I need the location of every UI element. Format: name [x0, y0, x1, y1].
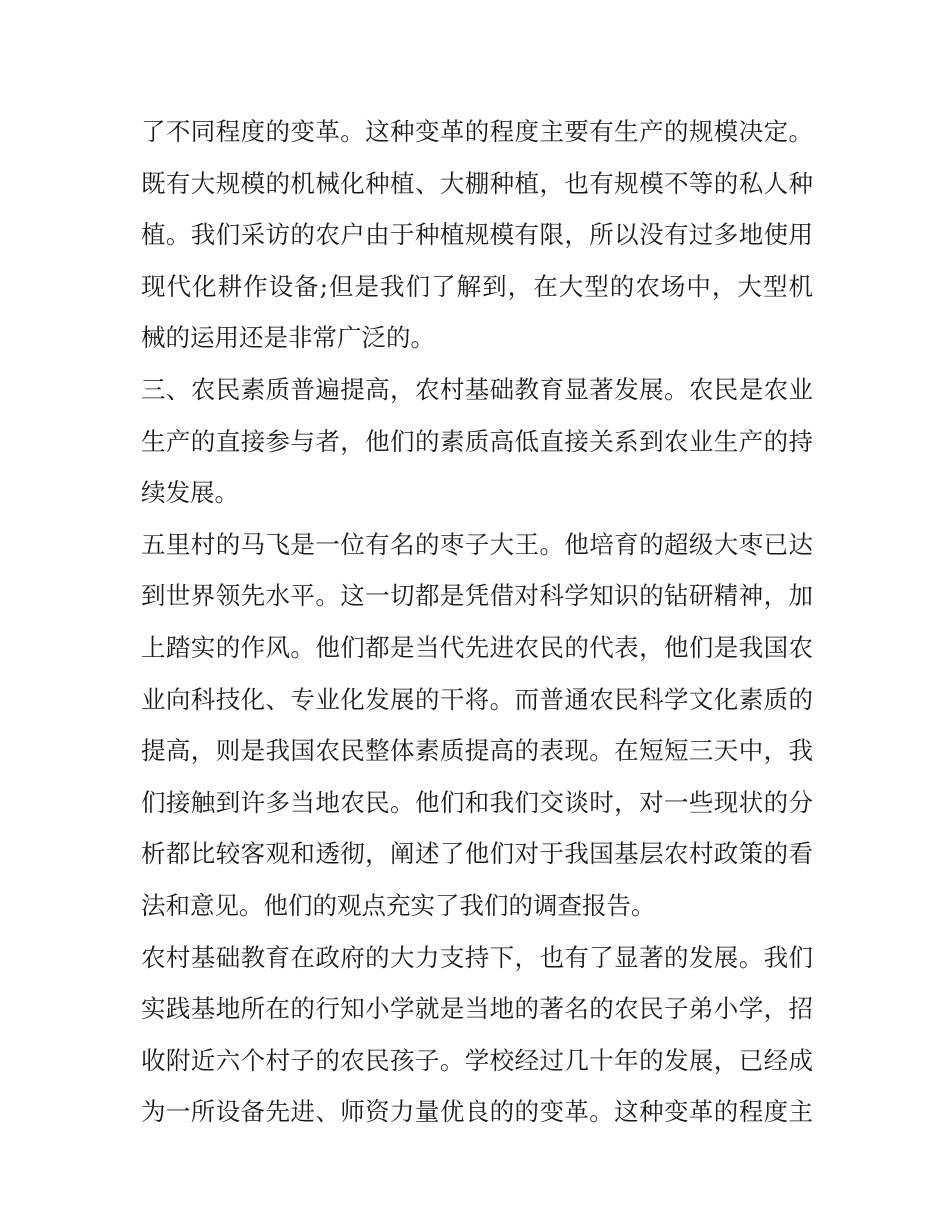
text-line: 析都比较客观和透彻，阐述了他们对于我国基层农村政策的看 — [141, 839, 813, 869]
text-line: 法和意见。他们的观点充实了我们的调查报告。 — [141, 890, 656, 920]
text-line: 了不同程度的变革。这种变革的程度主要有生产的规模决定。 — [141, 117, 813, 146]
text-line: 实践基地所在的行知小学就是当地的著名的农民子弟小学，招 — [141, 994, 813, 1024]
text-line: 既有大规模的机械化种植、大棚种植，也有规模不等的私人种 — [141, 168, 813, 198]
text-line: 业向科技化、专业化发展的干将。而普通农民科学文化素质的 — [141, 684, 813, 714]
text-line: 到世界领先水平。这一切都是凭借对科学知识的钻研精神，加 — [141, 581, 813, 611]
text-line: 生产的直接参与者，他们的素质高低直接关系到农业生产的持 — [141, 426, 813, 456]
text-line: 现代化耕作设备;但是我们了解到，在大型的农场中，大型机 — [141, 271, 813, 301]
text-line: 们接触到许多当地农民。他们和我们交谈时，对一些现状的分 — [141, 787, 813, 817]
text-line: 提高，则是我国农民整体素质提高的表现。在短短三天中，我 — [141, 736, 813, 766]
text-line: 三、农民素质普遍提高，农村基础教育显著发展。农民是农业 — [141, 374, 813, 404]
text-line: 植。我们采访的农户由于种植规模有限，所以没有过多地使用 — [141, 220, 813, 250]
text-line: 为一所设备先进、师资力量优良的的变革。这种变革的程度主 — [141, 1097, 813, 1127]
text-line: 五里村的马飞是一位有名的枣子大王。他培育的超级大枣已达 — [141, 529, 813, 559]
text-line: 械的运用还是非常广泛的。 — [141, 323, 435, 353]
body-text — [141, 106, 813, 1138]
text-line: 续发展。 — [141, 478, 239, 508]
text-line: 农村基础教育在政府的大力支持下，也有了显著的发展。我们 — [141, 942, 813, 972]
text-line: 上踏实的作风。他们都是当代先进农民的代表，他们是我国农 — [141, 632, 813, 662]
text-line: 收附近六个村子的农民孩子。学校经过几十年的发展，已经成 — [141, 1045, 813, 1075]
